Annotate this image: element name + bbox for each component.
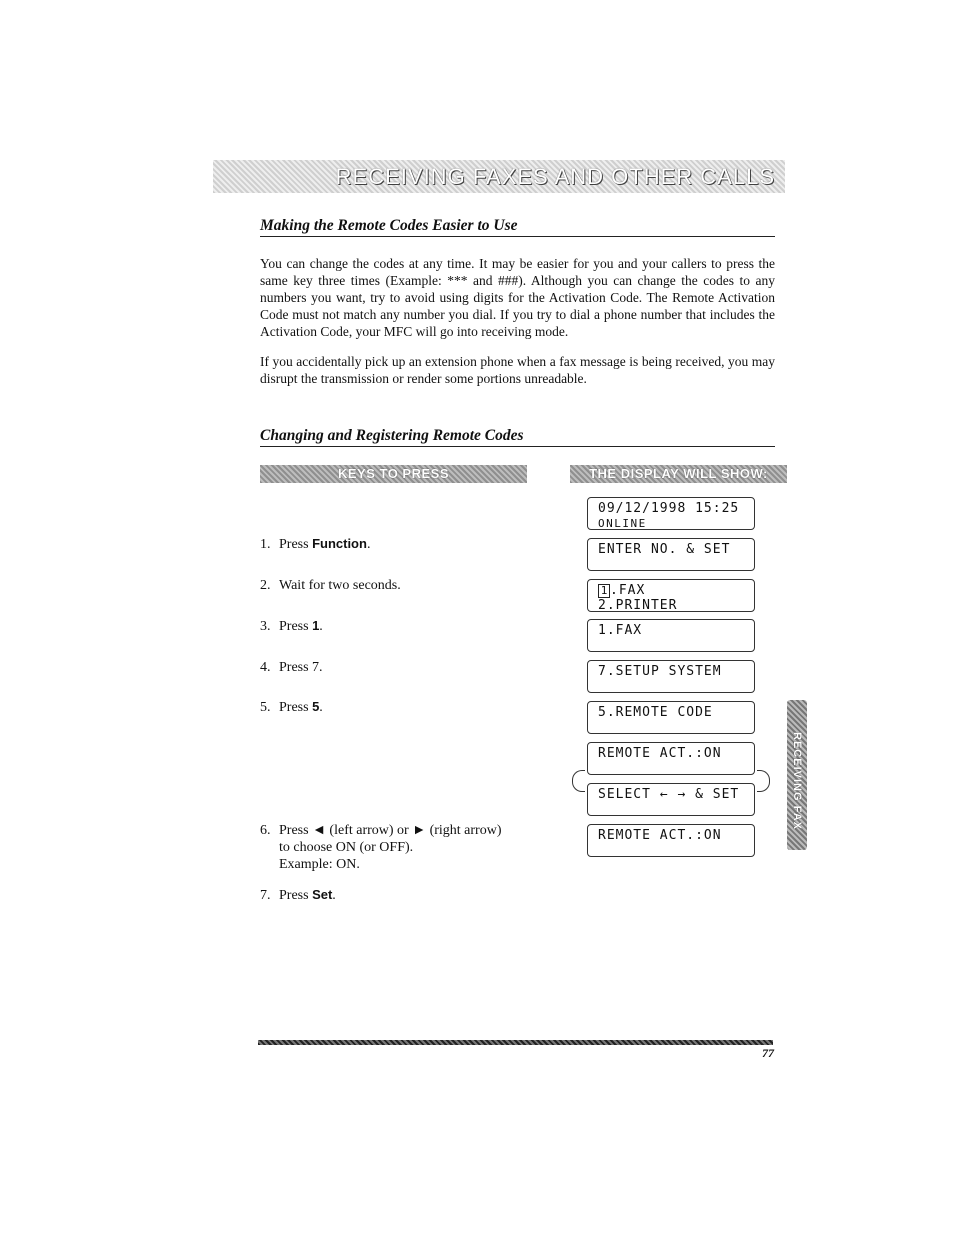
step-1: 1. Press Function. [260, 536, 371, 552]
alternating-left-bracket-icon [572, 770, 585, 792]
section-heading-changing-codes: Changing and Registering Remote Codes [260, 427, 524, 444]
chapter-side-tab: RECEIVING FAX [787, 700, 807, 850]
step-2: 2. Wait for two seconds. [260, 578, 401, 593]
section-heading-rule [260, 446, 775, 447]
lcd-display-setup-system: 7.SETUP SYSTEM [587, 660, 755, 693]
paragraph-extension-phone: If you accidentally pick up an extension phone when a fax message is being received, you may disrupt the transmission or render some portions unreadable. [260, 354, 775, 386]
display-will-show-header: THE DISPLAY WILL SHOW: [570, 465, 787, 483]
footer-bar [258, 1040, 773, 1045]
section-heading-rule [260, 236, 775, 237]
left-arrow-icon: ◄ [312, 823, 326, 838]
key-1-label: 1 [312, 618, 320, 633]
lcd-display-enter-no: ENTER NO. & SET [587, 538, 755, 571]
keys-to-press-header: KEYS TO PRESS [260, 465, 527, 483]
cursor-box: 1 [598, 584, 610, 598]
function-key-label: Function [312, 536, 367, 551]
step-6: 6. Press ◄ (left arrow) or ► (right arrow) to choose ON (or OFF). Example: ON. [260, 823, 502, 872]
step-7: 7. Press Set. [260, 887, 336, 903]
page-number: 77 [762, 1046, 774, 1060]
step-5: 5. Press 5. [260, 699, 323, 715]
chapter-title: RECEIVING FAXES AND OTHER CALLS [335, 164, 775, 189]
lcd-display-select: SELECT ← → & SET [587, 783, 755, 816]
step-4: 4. Press 7. [260, 660, 323, 675]
paragraph-remote-codes: You can change the codes at any time. It may be easier for you and your callers to press the same key three times (Example: *** and ###). Although you can change the codes to any numbers you want, try to avoid using digits for the Activation Code. The Remote Activation Code must not match any number you dial. If you try to dial a phone number that includes the Activation Code, your MFC will go into receiving mode. [260, 256, 775, 339]
key-5-label: 5 [312, 699, 320, 714]
lcd-display-fax: 1.FAX [587, 619, 755, 652]
step-3: 3. Press 1. [260, 618, 323, 634]
alternating-right-bracket-icon [757, 770, 770, 792]
chapter-header-band [213, 160, 785, 193]
lcd-display-date: 09/12/1998 15:25 ONLINE [587, 497, 755, 530]
lcd-display-remote-code: 5.REMOTE CODE [587, 701, 755, 734]
lcd-display-fax-printer: 1 .FAX 2.PRINTER [587, 579, 755, 612]
set-key-label: Set [312, 887, 333, 902]
lcd-display-remote-act-result: REMOTE ACT.:ON [587, 824, 755, 857]
section-heading-remote-codes-easier: Making the Remote Codes Easier to Use [260, 217, 518, 234]
lcd-display-remote-act: REMOTE ACT.:ON [587, 742, 755, 775]
right-arrow-icon: ► [412, 823, 427, 838]
